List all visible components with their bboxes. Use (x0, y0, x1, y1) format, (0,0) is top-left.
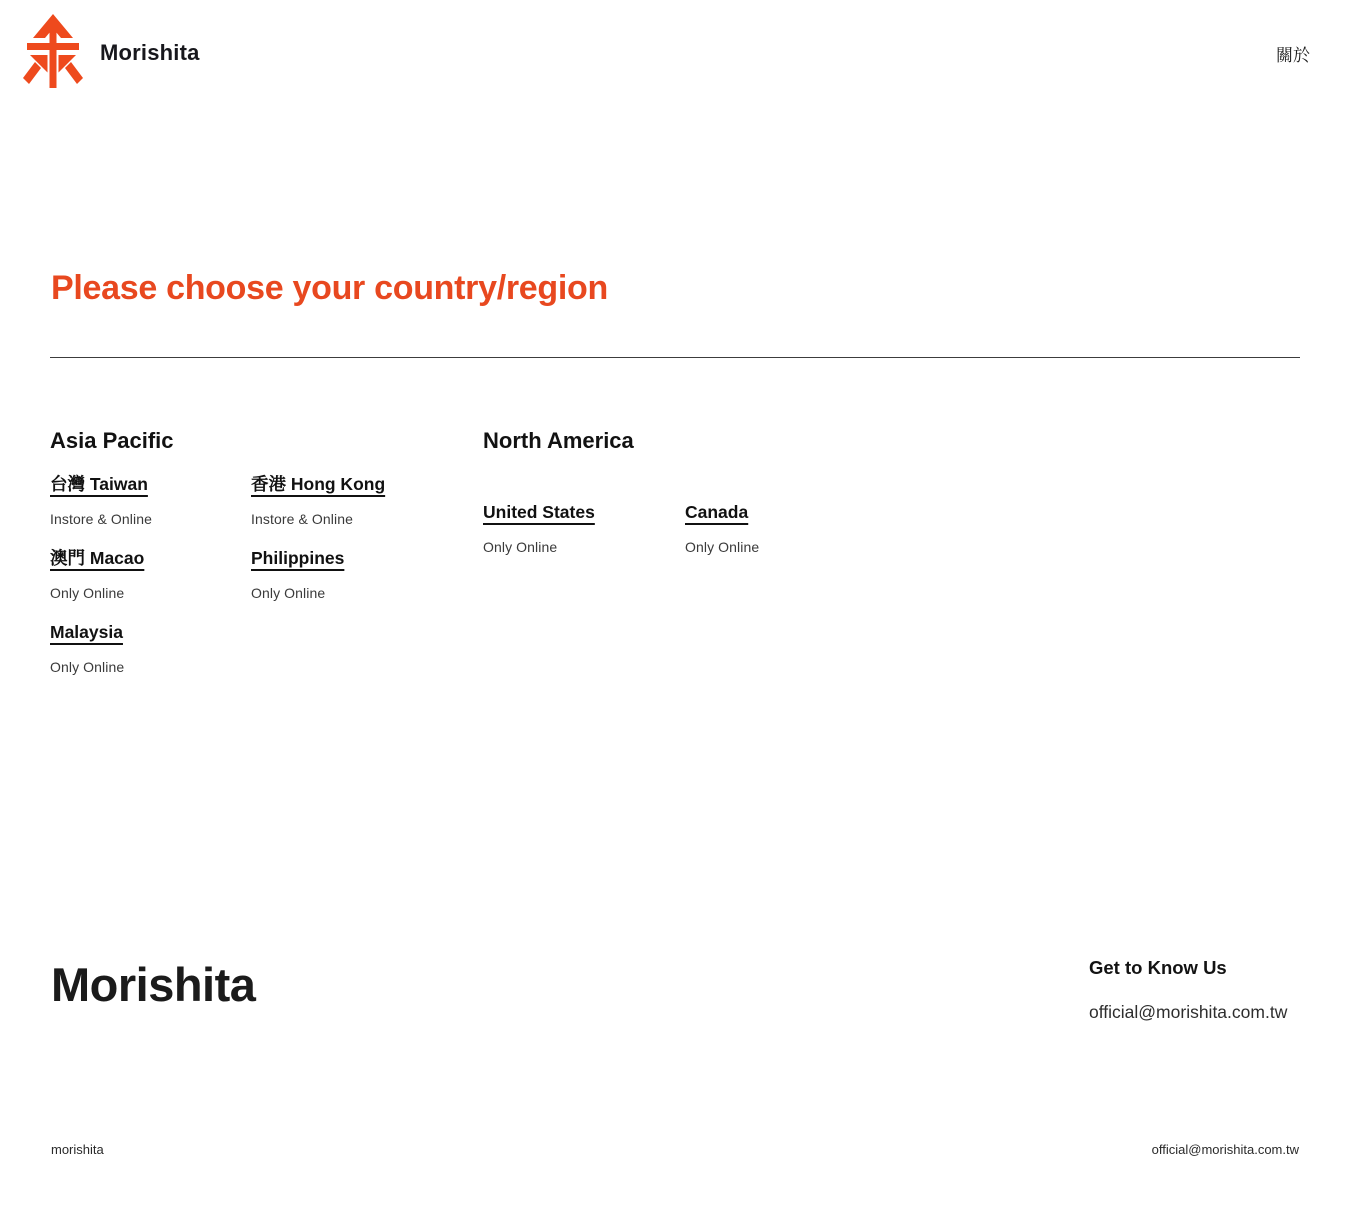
region-group-north-america (483, 427, 887, 675)
availability-canada: Only Online (685, 539, 760, 555)
country-item-macao (50, 547, 251, 601)
footer-contact-block (1089, 957, 1287, 1023)
header (0, 0, 1350, 106)
bottom-bar (51, 1142, 1299, 1157)
availability-hong-kong: Instore & Online (251, 511, 353, 527)
country-link-malaysia[interactable]: Malaysia (50, 622, 123, 642)
bottom-bar-brand: morishita (51, 1142, 104, 1157)
country-link-canada[interactable]: Canada (685, 502, 749, 522)
country-item-canada (685, 501, 887, 555)
footer-email-link[interactable]: official@morishita.com.tw (1089, 1002, 1288, 1022)
about-link[interactable]: 關於 (1276, 45, 1310, 65)
country-item-united-states (483, 501, 685, 555)
region-group-asia-pacific (50, 427, 483, 675)
region-title-asia-pacific: Asia Pacific (50, 428, 174, 453)
country-link-hong-kong[interactable]: 香港 Hong Kong (251, 474, 386, 494)
page-title: Please choose your country/region (51, 269, 608, 307)
tree-arrow-glyph (23, 14, 83, 88)
header-nav (1276, 41, 1310, 66)
footer-contact-title: Get to Know Us (1089, 957, 1227, 978)
availability-philippines: Only Online (251, 585, 326, 601)
country-item-taiwan (50, 473, 251, 527)
country-list-north-america (483, 501, 887, 555)
country-link-macao[interactable]: 澳門 Macao (50, 548, 145, 568)
availability-malaysia: Only Online (50, 659, 125, 675)
header-brand-name: Morishita (100, 40, 200, 65)
country-link-united-states[interactable]: United States (483, 502, 595, 522)
country-link-taiwan[interactable]: 台灣 Taiwan (50, 474, 148, 494)
availability-macao: Only Online (50, 585, 125, 601)
country-item-philippines (251, 547, 452, 601)
availability-united-states: Only Online (483, 539, 558, 555)
region-title-north-america: North America (483, 428, 634, 453)
country-item-malaysia (50, 621, 251, 675)
divider-line (50, 357, 1300, 358)
footer-brand-name: Morishita (51, 958, 256, 1011)
availability-taiwan: Instore & Online (50, 511, 152, 527)
country-link-philippines[interactable]: Philippines (251, 548, 345, 568)
morishita-logo-icon (20, 12, 86, 94)
bottom-bar-email-link[interactable]: official@morishita.com.tw (1151, 1142, 1299, 1157)
country-list-asia-pacific (50, 473, 483, 675)
region-selector (50, 427, 887, 675)
country-item-hong-kong (251, 473, 452, 527)
